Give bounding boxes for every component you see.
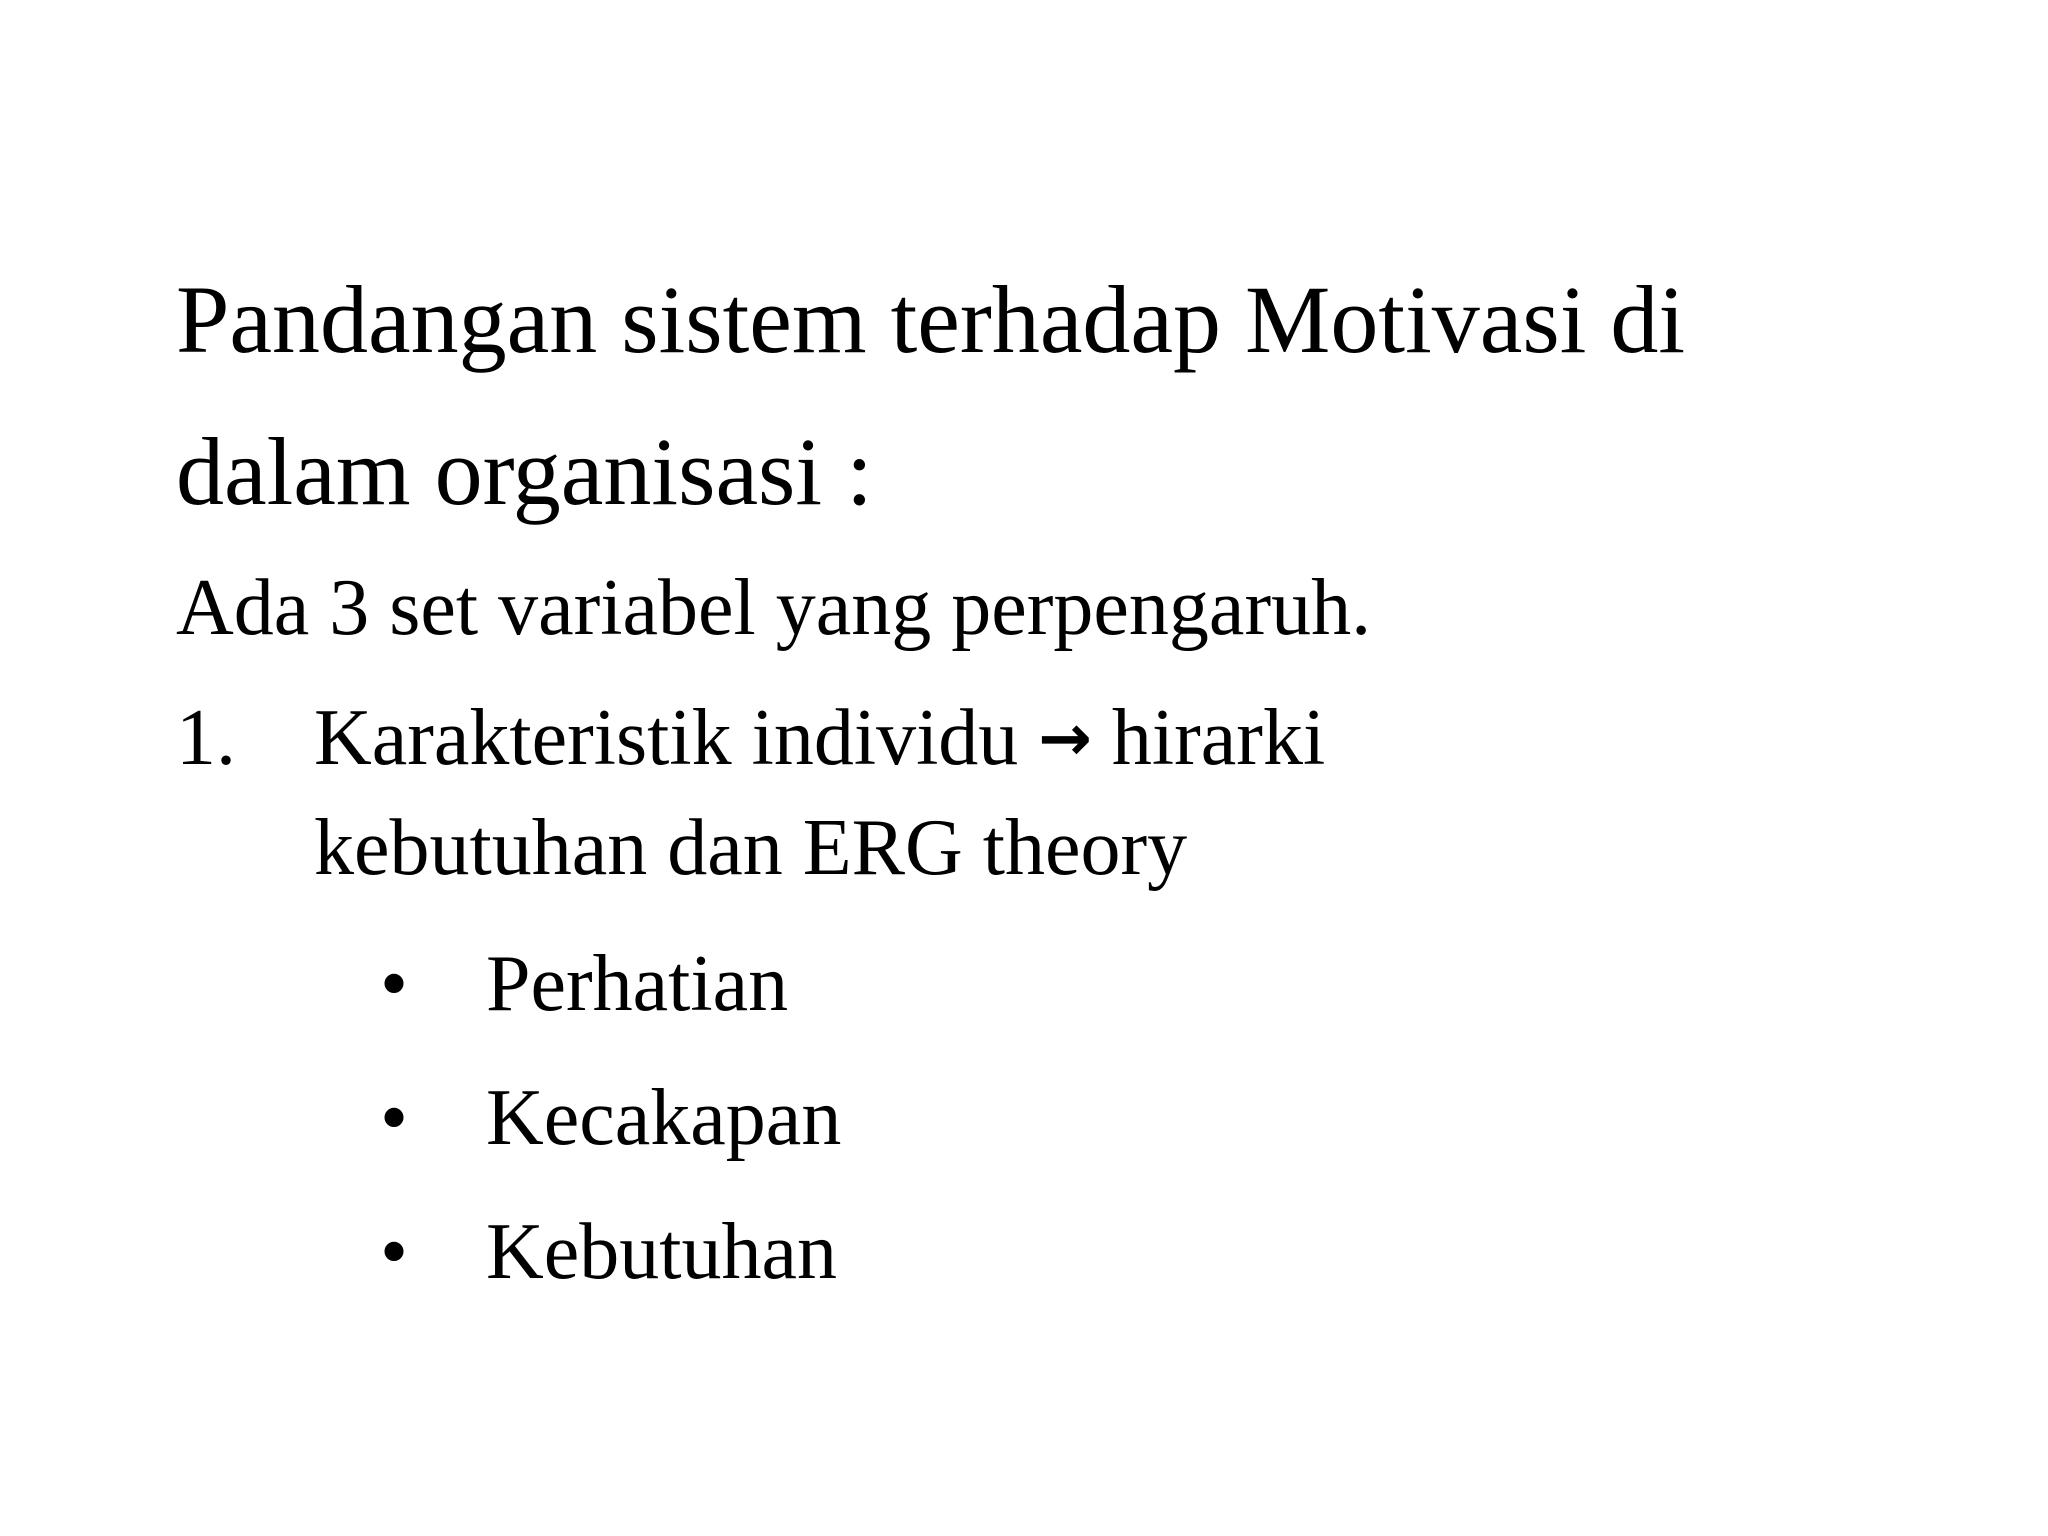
bullet-icon: • <box>380 1074 409 1162</box>
numbered-item-text-before-arrow: Karakteristik individu <box>314 694 1019 782</box>
bullet-text: Perhatian <box>486 940 789 1028</box>
slide-title-line-1: Pandangan sistem terhadap Motivasi di <box>176 266 1686 373</box>
bullet-text: Kecakapan <box>486 1074 842 1162</box>
numbered-item-line-2: kebutuhan dan ERG theory <box>314 804 1188 892</box>
right-arrow-icon: → <box>1038 702 1092 776</box>
slide-title-line-2: dalam organisasi : <box>176 418 873 525</box>
numbered-item-text-after-arrow: hirarki <box>1111 694 1326 782</box>
list-number: 1. <box>176 694 236 782</box>
bullet-icon: • <box>380 940 409 1028</box>
intro-text: Ada 3 set variabel yang perpengaruh. <box>176 564 1372 652</box>
bullet-icon: • <box>380 1208 409 1296</box>
numbered-item-line-1 <box>314 694 1326 782</box>
bullet-text: Kebutuhan <box>486 1208 838 1296</box>
